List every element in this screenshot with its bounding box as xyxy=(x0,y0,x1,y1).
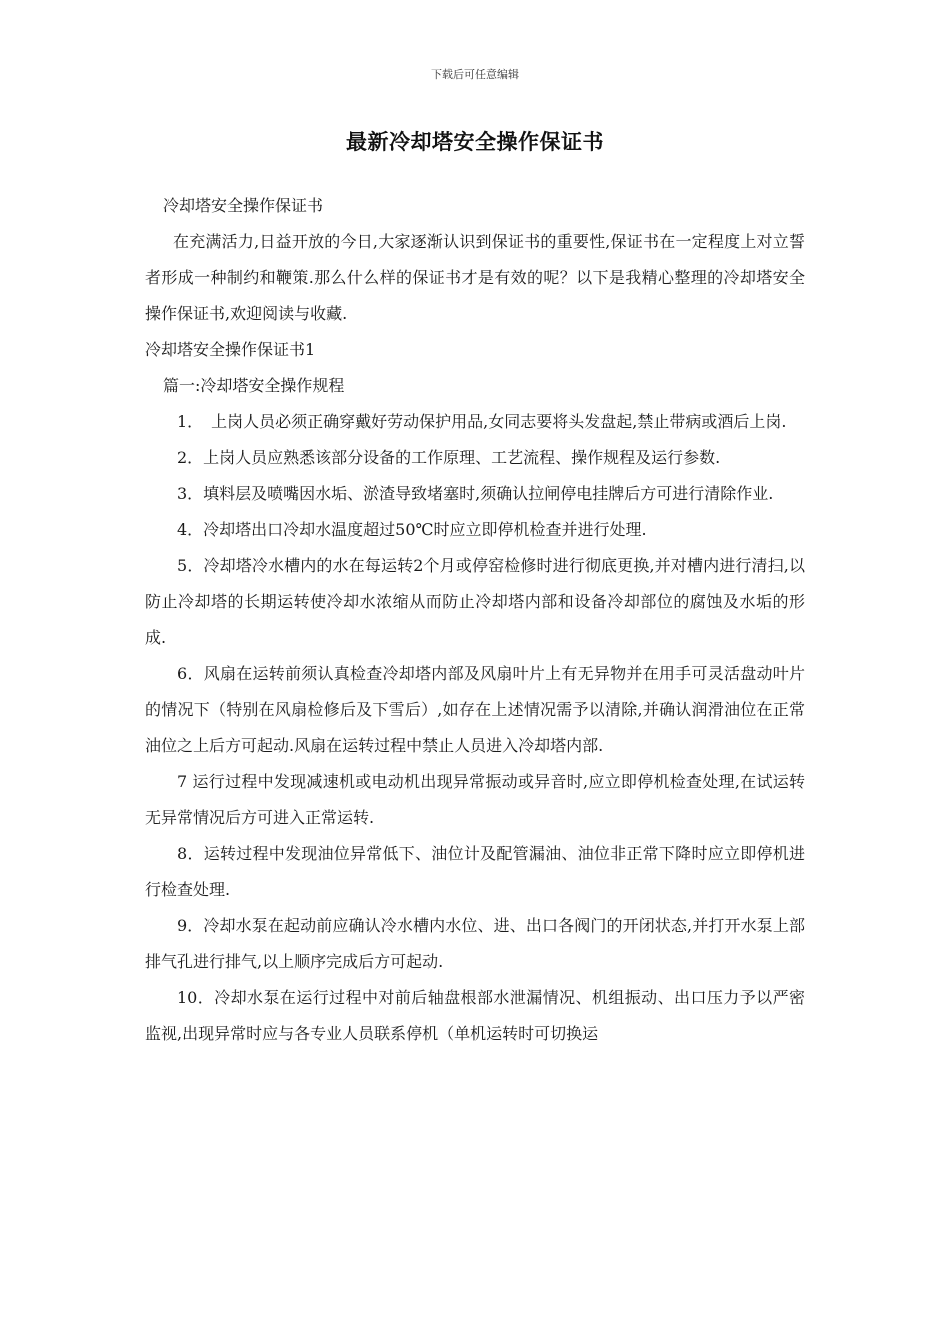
chapter-title: 篇一:冷却塔安全操作规程 xyxy=(163,376,345,395)
subheading: 冷却塔安全操作保证书 xyxy=(163,196,324,215)
list-item-8: 8．运转过程中发现油位异常低下、油位计及配管漏油、油位非正常下降时应立即停机进行检查处理. xyxy=(145,844,805,899)
list-item-3: 3．填料层及喷嘴因水垢、淤渣导致堵塞时,须确认拉闸停电挂牌后方可进行清除作业. xyxy=(177,484,774,503)
document-body xyxy=(145,188,805,1052)
document-title: 最新冷却塔安全操作保证书 xyxy=(346,130,604,154)
list-item-4: 4．冷却塔出口冷却水温度超过50℃时应立即停机检查并进行处理. xyxy=(177,520,647,539)
list-item-5: 5．冷却塔冷水槽内的水在每运转2个月或停窑检修时进行彻底更换,并对槽内进行清扫,以防止冷却塔的长期运转使冷却水浓缩从而防止冷却塔内部和设备冷却部位的腐蚀及水垢的形成. xyxy=(145,556,805,647)
intro-paragraph: 在充满活力,日益开放的今日,大家逐渐认识到保证书的重要性,保证书在一定程度上对立誓者形成一种制约和鞭策.那么什么样的保证书才是有效的呢？以下是我精心整理的冷却塔安全操作保证书,欢迎阅读与收藏. xyxy=(145,232,805,323)
list-item-1: 1． 上岗人员必须正确穿戴好劳动保护用品,女同志要将头发盘起,禁止带病或酒后上岗. xyxy=(177,412,787,431)
list-item-10: 10．冷却水泵在运行过程中对前后轴盘根部水泄漏情况、机组振动、出口压力予以严密监视,出现异常时应与各专业人员联系停机（单机运转时可切换运 xyxy=(145,988,805,1043)
section-title: 冷却塔安全操作保证书1 xyxy=(145,340,316,359)
list-item-2: 2．上岗人员应熟悉该部分设备的工作原理、工艺流程、操作规程及运行参数. xyxy=(177,448,721,467)
list-item-7: 7 运行过程中发现减速机或电动机出现异常振动或异音时,应立即停机检查处理,在试运转无异常情况后方可进入正常运转. xyxy=(145,772,805,827)
header-note: 下载后可任意编辑 xyxy=(431,68,519,81)
list-item-6: 6．风扇在运转前须认真检查冷却塔内部及风扇叶片上有无异物并在用手可灵活盘动叶片的情况下（特别在风扇检修后及下雪后）,如存在上述情况需予以清除,并确认润滑油位在正常油位之上后方可起动.风扇在运转过程中禁止人员进入冷却塔内部. xyxy=(145,664,805,755)
list-item-9: 9．冷却水泵在起动前应确认冷水槽内水位、进、出口各阀门的开闭状态,并打开水泵上部排气孔进行排气,以上顺序完成后方可起动. xyxy=(145,916,805,971)
